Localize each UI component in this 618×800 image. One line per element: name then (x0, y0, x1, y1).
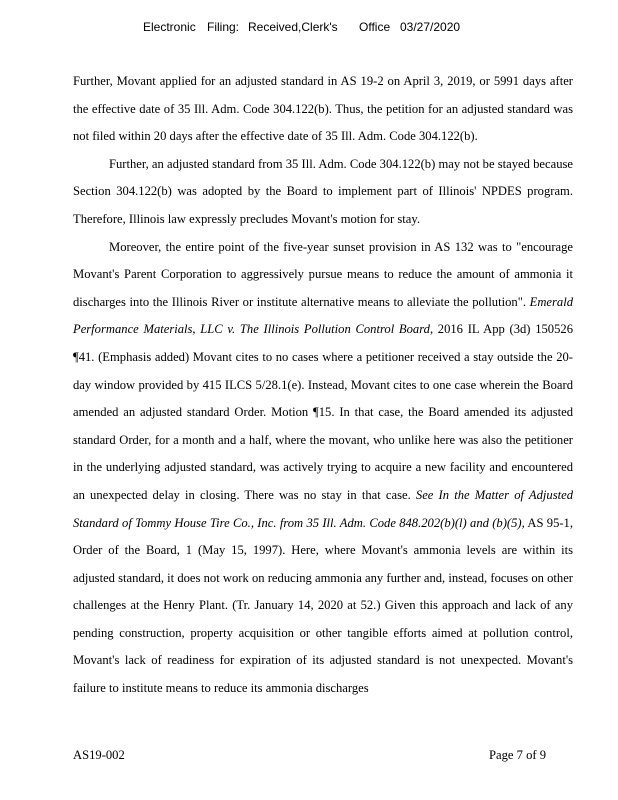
header-electronic: Electronic (143, 20, 196, 34)
paragraph-3-text-b: , 2016 IL App (3d) 150526 ¶41. (Emphasis added) Movant cites to no cases where a petitioner received a stay outside the 20-day window provided by 415 ILCS 5/28.1(e). Instead, Movant cites to one case wherein the Board amended an adjusted standard Order. Motion ¶15. In that case, the Board amended its adjusted standard Order, for a month and a half, where the movant, who unlike here was also the petitioner in the underlying adjusted standard, was actively trying to acquire a new facility and encountered an unexpected delay in closing. There was no stay in that case. (73, 322, 573, 502)
case-citation-emerald: Emerald Performance Materials, LLC v. The Illinois Pollution Control Board (73, 294, 573, 337)
paragraph-3 (73, 234, 573, 703)
header-date: 03/27/2020 (400, 20, 461, 34)
header-filing: Filing: (207, 20, 240, 34)
document-body (73, 68, 573, 703)
paragraph-3-text-c: AS 95-1, Order of the Board, 1 (May 15, 1997). Here, where Movant's ammonia levels are within its adjusted standard, it does not work on reducing ammonia any further and, instead, focuses on other challenges at the Henry Plant. (Tr. January 14, 2020 at 52.) Given this approach and lack of any pending construction, property acquisition or other tangible efforts aimed at pollution control, Movant's lack of readiness for expiration of its adjusted standard is not unexpected. Movant's failure to institute means to reduce its ammonia discharges (73, 515, 574, 696)
paragraph-2: Further, an adjusted standard from 35 Ill. Adm. Code 304.122(b) may not be stayed because Section 304.122(b) was adopted by the Board to implement part of Illinois' NPDES program. Therefore, Illinois law expressly precludes Movant's motion for stay. (73, 156, 573, 226)
paragraph-3-text-a: Moreover, the entire point of the five-year sunset provision in AS 132 was to "encourage Movant's Parent Corporation to aggressively pursue means to reduce the amount of ammonia it discharges into the Illinois River or institute alternative means to alleviate the pollution". (73, 239, 573, 309)
case-citation-tommy-house: See In the Matter of Adjusted Standard of Tommy House Tire Co., Inc. from 35 Ill. Adm. Code 848.202(b)(l) and (b)(5), (73, 487, 573, 530)
header-office: Office (359, 20, 391, 34)
footer-page-number: Page 7 of 9 (489, 748, 547, 762)
paragraph-1: Further, Movant applied for an adjusted standard in AS 19-2 on April 3, 2019, or 5991 days after the effective date of 35 Ill. Adm. Code 304.122(b). Thus, the petition for an adjusted standard was not filed within 20 days after the effective date of 35 Ill. Adm. Code 304.122(b). (73, 74, 573, 144)
footer-docket-number: AS19-002 (73, 748, 125, 762)
header-received: Received,Clerk's (248, 20, 338, 34)
